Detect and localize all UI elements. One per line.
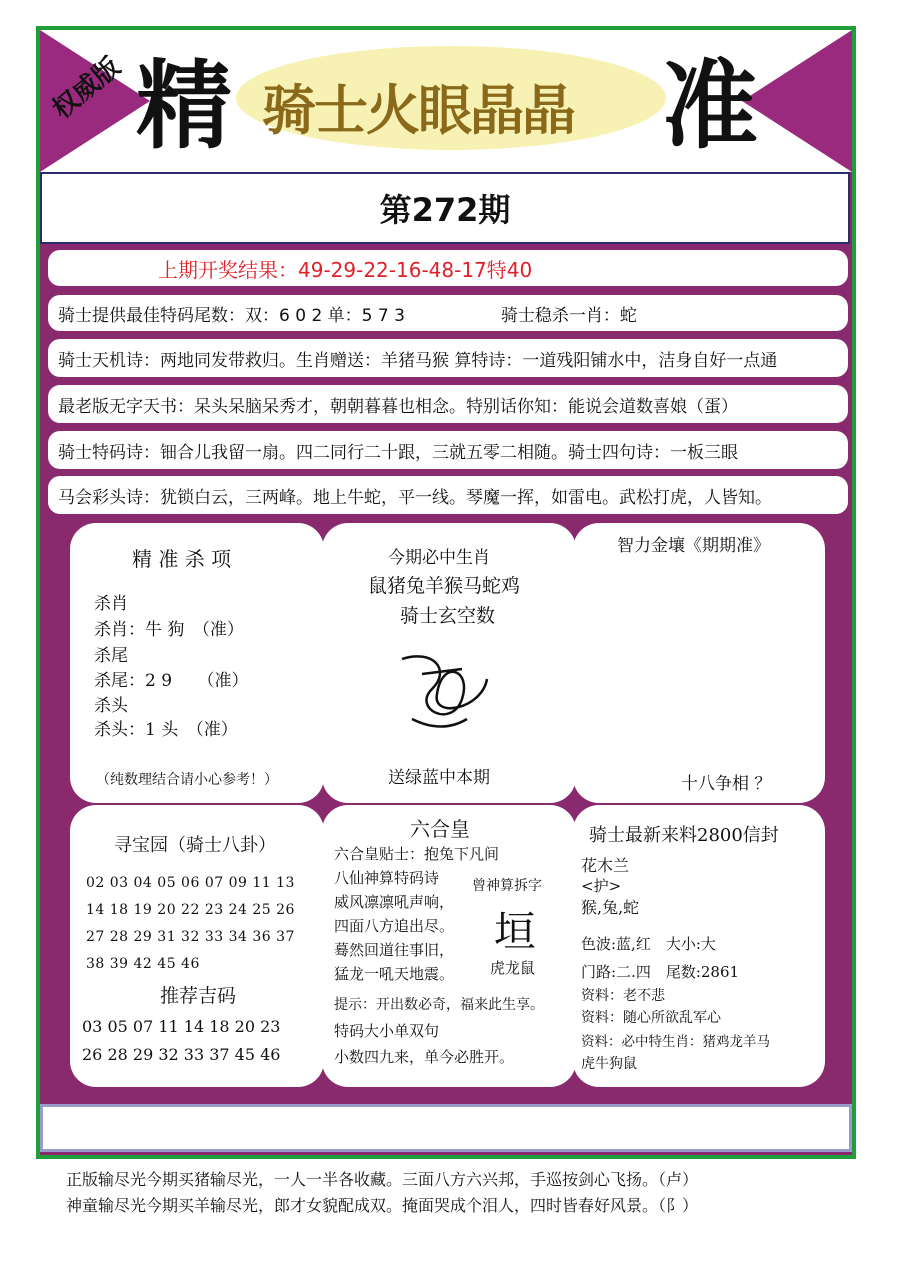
liuhe-line: 威风凛凛吼声响， <box>334 893 455 911</box>
zodiac-panel <box>322 523 576 803</box>
footer-poem-1: 正版输尽光今期买猪输尽光，一人一半各收藏。三面八方六兴邦，手巡按剑心飞扬。（卢） <box>66 1170 699 1189</box>
zodiac-subtitle: 骑士玄空数 <box>400 605 496 627</box>
liuhe-line: 四面八方追出尽。 <box>334 917 455 935</box>
letter-line: 资料：随心所欲乱军心 <box>581 1010 721 1026</box>
recommend-numbers: 26 28 29 32 33 37 45 46 <box>82 1045 281 1064</box>
kill-zodiac: 骑士稳杀一肖：蛇 <box>500 305 637 326</box>
split-char-label: 曾神算拆字 <box>472 878 542 894</box>
letter-line: 虎牛狗鼠 <box>581 1056 637 1072</box>
kill-note: （纯数理结合请小心参考！） <box>96 772 278 788</box>
brand-title: 骑士火眼晶晶 <box>262 78 574 142</box>
wisdom-title: 智力金壤《期期准》 <box>617 536 770 556</box>
liuhe-line: 小数四九来，单今必胜开。 <box>334 1048 515 1066</box>
zodiac-title: 今期必中生肖 <box>388 548 490 568</box>
kill-line: 杀头：1 头 （准） <box>94 720 238 740</box>
right-title-char: 准 <box>662 49 758 162</box>
letter-line: 猴,兔,蛇 <box>581 898 640 917</box>
kill-panel-title: 精 准 杀 项 <box>132 547 232 571</box>
issue-number: 第272期 <box>40 172 850 244</box>
kill-line: 杀肖 <box>94 594 128 614</box>
kill-line: 杀头 <box>94 696 128 716</box>
letter-panel <box>573 805 825 1087</box>
treasure-panel <box>70 805 324 1087</box>
letter-line: <护> <box>581 877 622 895</box>
letter-line: 资料：老不悲 <box>581 988 665 1004</box>
treasure-numbers: 38 39 42 45 46 <box>86 956 200 972</box>
liuhe-line: 六合皇贴士：抱兔下凡间 <box>334 845 500 863</box>
letter-line: 色波:蓝,红 大小:大 <box>581 935 716 953</box>
letter-line: 门路:二.四 尾数:2861 <box>581 963 740 981</box>
recommend-numbers: 03 05 07 11 14 18 20 23 <box>82 1017 281 1036</box>
treasure-title: 寻宝园（骑士八卦） <box>114 835 276 856</box>
info-row-3: 最老版无字天书：呆头呆脑呆秀才，朝朝暮暮也相念。特别话你知：能说会道数喜娘（蛋） <box>48 385 848 423</box>
liuhe-line: 特码大小单双句 <box>334 1022 440 1040</box>
liuhe-title: 六合皇 <box>410 817 470 841</box>
info-row-2: 骑士天机诗：两地同发带救归。生肖赠送：羊猪马猴 算特诗：一道残阳铺水中，洁身自好一点通 <box>48 339 848 377</box>
split-char-zodiacs: 虎龙鼠 <box>490 959 536 977</box>
letter-title: 骑士最新来料2800信封 <box>589 825 779 846</box>
footer-poem-2: 神童输尽光今期买羊输尽光，郎才女貌配成双。掩面哭成个泪人，四时皆春好风景。（阝） <box>66 1196 699 1215</box>
zodiac-footer: 送绿蓝中本期 <box>388 768 490 788</box>
edition-label: 权威版 <box>47 51 127 125</box>
right-triangle <box>742 30 852 172</box>
liuhe-line: 猛龙一吼天地震。 <box>334 965 455 983</box>
kill-line: 杀肖：牛 狗 （准） <box>94 620 244 640</box>
left-title-char: 精 <box>136 49 232 162</box>
recommend-title: 推荐吉码 <box>160 985 237 1007</box>
liuhe-panel <box>322 805 576 1087</box>
treasure-numbers: 27 28 29 31 32 33 34 36 37 <box>86 929 295 945</box>
wisdom-panel <box>573 523 825 803</box>
letter-line: 资料：必中特生肖：猪鸡龙羊马 <box>581 1034 770 1050</box>
header-banner <box>40 30 852 172</box>
bottom-blank-box <box>40 1104 852 1152</box>
kill-line: 杀尾 <box>94 646 128 666</box>
zodiac-list: 鼠猪兔羊猴马蛇鸡 <box>368 575 521 597</box>
wisdom-footer: 十八争相 ？ <box>681 774 772 794</box>
kill-panel <box>70 523 324 803</box>
info-row-5: 马会彩头诗：犹锁白云，三两峰。地上牛蛇，平一线。琴魔一挥，如雷电。武松打虎，人皆知。 <box>48 476 848 514</box>
last-result: 上期开奖结果：49-29-22-16-48-17特40 <box>48 250 848 286</box>
signature-scribble <box>392 649 502 739</box>
info-row-1 <box>48 295 848 331</box>
liuhe-line: 蓦然回道往事旧， <box>334 941 455 959</box>
liuhe-line: 提示：开出数必奇，福来此生享。 <box>334 997 544 1013</box>
liuhe-line: 八仙神算特码诗 <box>334 869 440 887</box>
treasure-numbers: 14 18 19 20 22 23 24 25 26 <box>86 902 295 918</box>
treasure-numbers: 02 03 04 05 06 07 09 11 13 <box>86 875 295 891</box>
info-row-4: 骑士特码诗：钿合儿我留一扇。四二同行二十跟，三就五零二相随。骑士四句诗：一板三眼 <box>48 431 848 469</box>
letter-line: 花木兰 <box>581 856 630 875</box>
kill-line: 杀尾：2 9 （准） <box>94 671 249 691</box>
split-char: 垣 <box>494 907 537 956</box>
tail-numbers: 骑士提供最佳特码尾数：双：6 0 2 单：5 7 3 <box>58 305 405 326</box>
